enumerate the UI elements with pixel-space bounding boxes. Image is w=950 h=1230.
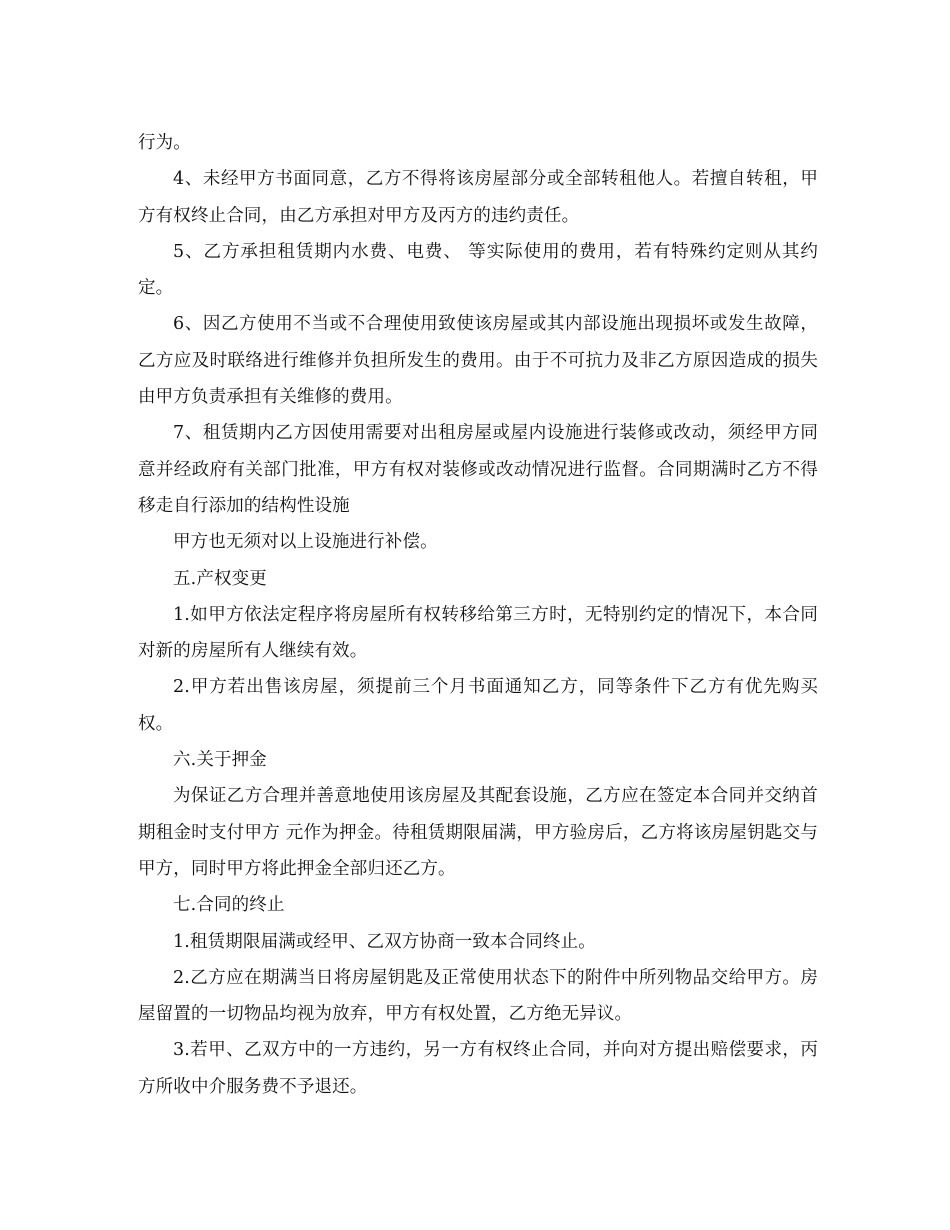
termination-clause-2: 2.乙方应在期满当日将房屋钥匙及正常使用状态下的附件中所列物品交给甲方。房屋留置的一切物品均视为放弃，甲方有权处置，乙方绝无异议。 xyxy=(138,967,818,1025)
section-heading-deposit: 六.关于押金 xyxy=(173,750,267,771)
termination-clause-1: 1.租赁期限届满或经甲、乙双方协商一致本合同终止。 xyxy=(173,931,596,952)
ownership-clause-1: 1.如甲方依法定程序将房屋所有权转移给第三方时，无特别约定的情况下，本合同对新的房屋所有人继续有效。 xyxy=(138,604,818,662)
clause-4-sublease: 4、未经甲方书面同意，乙方不得将该房屋部分或全部转租他人。若擅自转租，甲方有权终止合同，由乙方承担对甲方及丙方的违约责任。 xyxy=(138,169,818,226)
clause-6-repairs: 6、因乙方使用不当或不合理使用致使该房屋或其内部设施出现损坏或发生故障，乙方应及时联络进行维修并负担所发生的费用。由于不可抗力及非乙方原因造成的损失由甲方负责承担有关维修的费用。 xyxy=(138,314,818,408)
termination-clause-3: 3.若甲、乙双方中的一方违约，另一方有权终止合同，并向对方提出赔偿要求，丙方所收中介服务费不予退还。 xyxy=(138,1040,818,1097)
ownership-clause-2: 2.甲方若出售该房屋，须提前三个月书面通知乙方，同等条件下乙方有优先购买权。 xyxy=(138,677,818,734)
paragraph-continuation: 行为。 xyxy=(138,133,191,153)
clause-7-compensation: 甲方也无须对以上设施进行补偿。 xyxy=(173,532,438,553)
section-heading-ownership-change: 五.产权变更 xyxy=(173,568,267,589)
clause-5-utilities: 5、乙方承担租赁期内水费、电费、 等实际使用的费用，若有特殊约定则从其约定。 xyxy=(138,241,818,299)
deposit-clause: 为保证乙方合理并善意地使用该房屋及其配套设施，乙方应在签定本合同并交纳首期租金时支付甲方 元作为押金。待租赁期限届满，甲方验房后，乙方将该房屋钥匙交与甲方，同时甲方将此押金全部归还乙方。 xyxy=(138,786,818,879)
section-heading-termination: 七.合同的终止 xyxy=(173,895,285,916)
document-body xyxy=(138,125,818,1105)
clause-7-renovation: 7、租赁期内乙方因使用需要对出租房屋或屋内设施进行装修或改动，须经甲方同意并经政府有关部门批准，甲方有权对装修或改动情况进行监督。合同期满时乙方不得移走自行添加的结构性设施 xyxy=(138,423,818,516)
